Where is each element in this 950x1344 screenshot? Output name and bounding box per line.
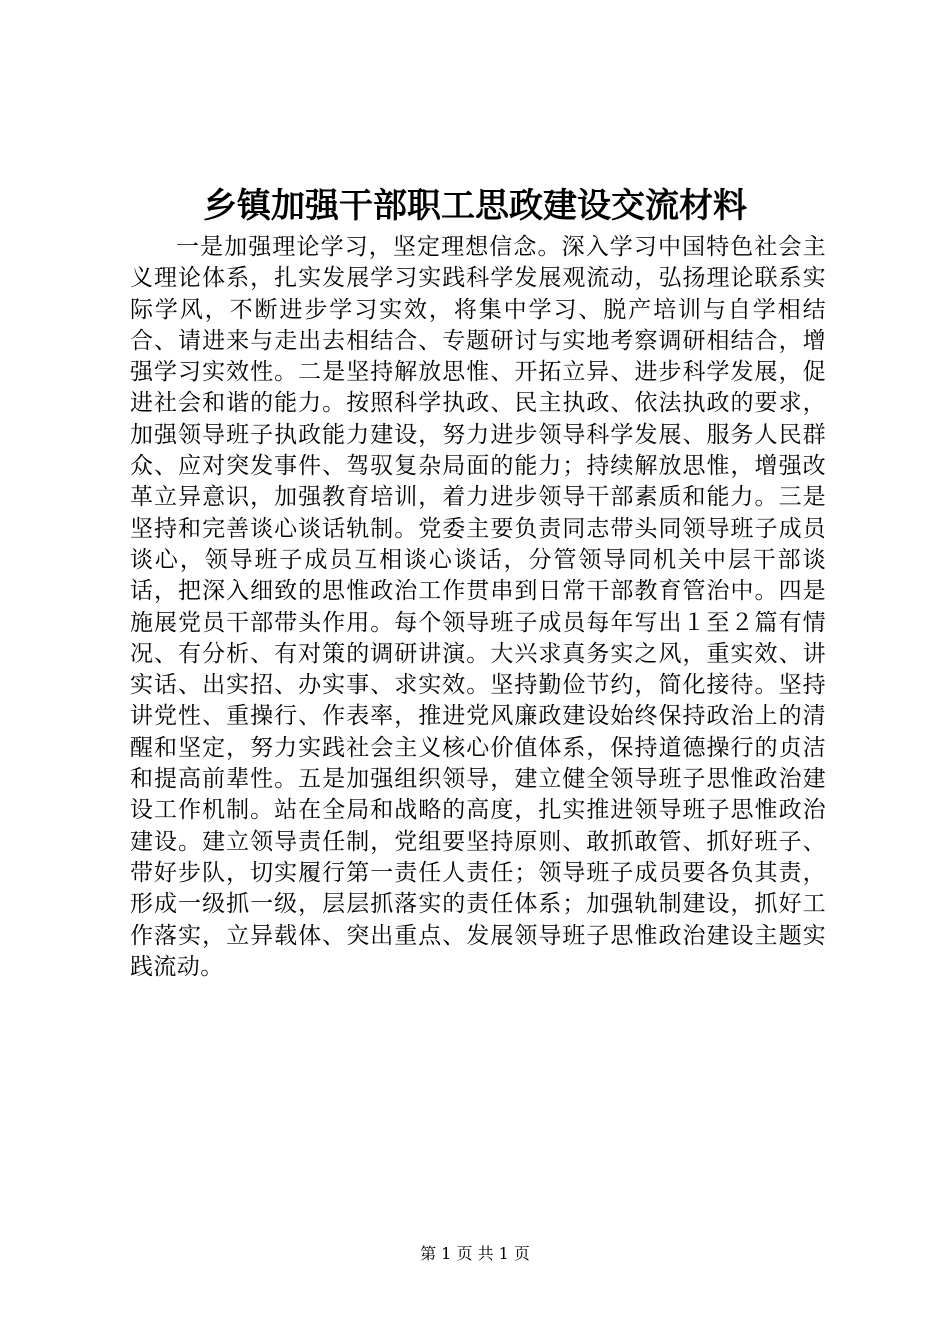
document-body-paragraph: 一是加强理论学习，坚定理想信念。深入学习中国特色社会主义理论体系，扎实发展学习实践科学发展观流动，弘扬理论联系实际学风，不断进步学习实效，将集中学习、脱产培训与自学相结合、请进来与走出去相结合、专题研讨与实地考察调研相结合，增强学习实效性。二是坚持解放思惟、开拓立异、进步科学发展，促进社会和谐的能力。按照科学执政、民主执政、依法执政的要求，加强领导班子执政能力建设，努力进步领导科学发展、服务人民群众、应对突发事件、驾驭复杂局面的能力；持续解放思惟，增强改革立异意识，加强教育培训，着力进步领导干部素质和能力。三是坚持和完善谈心谈话轨制。党委主要负责同志带头同领导班子成员谈心，领导班子成员互相谈心谈话，分管领导同机关中层干部谈话，把深入细致的思惟政治工作贯串到日常干部教育管治中。四是施展党员干部带头作用。每个领导班子成员每年写出１至２篇有情况、有分析、有对策的调研讲演。大兴求真务实之风，重实效、讲实话、出实招、办实事、求实效。坚持勤俭节约，简化接待。坚持讲党性、重操行、作表率，推进党风廉政建设始终保持政治上的清醒和坚定，努力实践社会主义核心价值体系，保持道德操行的贞洁和提高前辈性。五是加强组织领导，建立健全领导班子思惟政治建设工作机制。站在全局和战略的高度，扎实推进领导班子思惟政治建设。建立领导责任制，党组要坚持原则、敢抓敢管、抓好班子、带好步队，切实履行第一责任人责任；领导班子成员要各负其责，形成一级抓一级，层层抓落实的责任体系；加强轨制建设，抓好工作落实，立异载体、突出重点、发展领导班子思惟政治建设主题实践流动。 bbox=[130, 234, 826, 980]
document-title: 乡镇加强干部职工思政建设交流材料 bbox=[203, 186, 747, 226]
page-number-footer: 第 1 页 共 1 页 bbox=[420, 1244, 530, 1263]
